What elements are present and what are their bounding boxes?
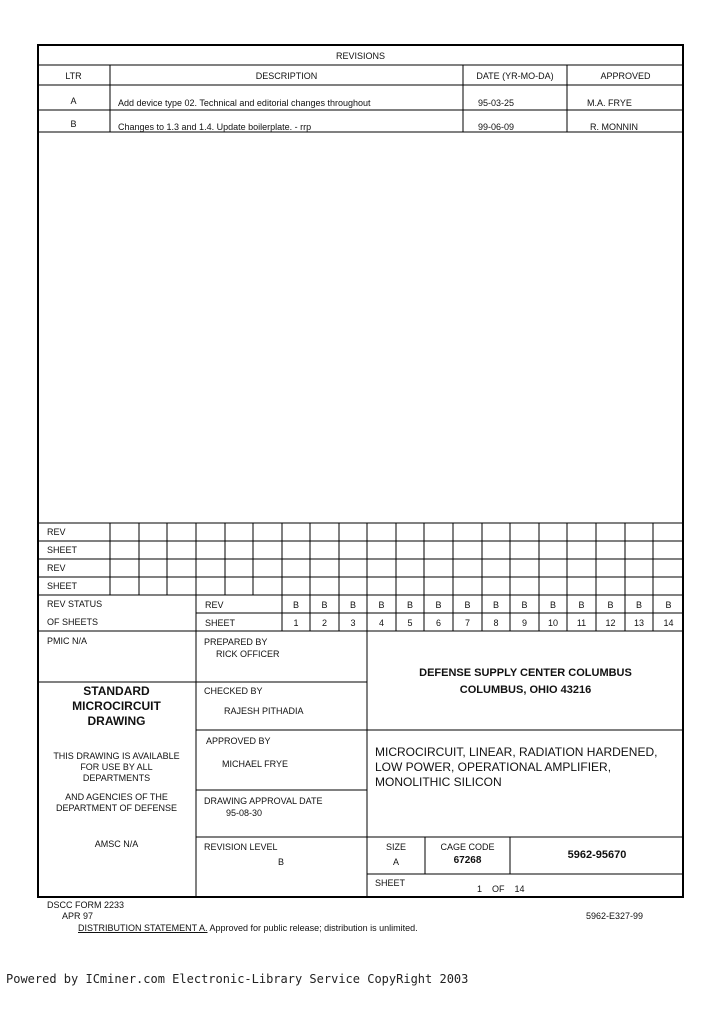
cage-code-label: CAGE CODE — [440, 842, 495, 852]
revision-row-date: 95-03-25 — [478, 98, 515, 108]
distribution-statement — [78, 923, 418, 933]
drawing-title-line: LOW POWER, OPERATIONAL AMPLIFIER, — [375, 760, 612, 774]
standard-title: STANDARD — [83, 684, 150, 698]
size-label: SIZE — [385, 842, 406, 852]
sheet-number-cell: 11 — [576, 618, 587, 628]
rev-status-cell: B — [349, 600, 356, 610]
sheet-number-cell: 7 — [464, 618, 470, 628]
form-date: APR 97 — [62, 911, 94, 921]
availability-text: FOR USE BY ALL — [80, 762, 153, 772]
sheet-number-cell: 4 — [378, 618, 384, 628]
approved-header: APPROVED — [600, 71, 651, 81]
rev-status-cell: B — [406, 600, 413, 610]
drawing-title-line: MONOLITHIC SILICON — [375, 775, 502, 789]
rev-status-cell: B — [521, 600, 528, 610]
rev-status-cell: B — [378, 600, 385, 610]
microcircuit-title: MICROCIRCUIT — [72, 699, 161, 713]
revision-level-value: B — [278, 857, 285, 867]
cage-code-value: 67268 — [453, 855, 482, 866]
sheet-number-cell: 14 — [663, 618, 674, 628]
sheet-number-cell: 5 — [407, 618, 413, 628]
sheet-number-cell: 8 — [493, 618, 499, 628]
availability-text: THIS DRAWING IS AVAILABLE — [53, 751, 180, 761]
revisions-title: REVISIONS — [335, 51, 385, 61]
rev-status-label: REV STATUS — [47, 599, 103, 609]
description-header: DESCRIPTION — [255, 71, 318, 81]
sheet-number-cell: 6 — [435, 618, 441, 628]
document-code: 5962-E327-99 — [586, 911, 644, 921]
grid-label-rev: REV — [47, 527, 66, 537]
drawing-title: DRAWING — [87, 714, 146, 728]
sheet-number-cell: 9 — [521, 618, 527, 628]
sheet-number-cell: 2 — [321, 618, 327, 628]
distribution-label: DISTRIBUTION STATEMENT A. — [78, 923, 208, 933]
rev-status-cell: B — [492, 600, 499, 610]
revision-row-date: 99-06-09 — [478, 122, 515, 132]
distribution-text: Approved for public release; distribution is unlimited. — [207, 923, 418, 933]
rev-status-cell: B — [665, 600, 672, 610]
org-address: COLUMBUS, OHIO 43216 — [459, 684, 592, 696]
grid-label-sheet: SHEET — [47, 545, 78, 555]
agencies-text: DEPARTMENT OF DEFENSE — [55, 803, 178, 813]
pmic-label: PMIC N/A — [47, 636, 88, 646]
grid-label-sheet: SHEET — [47, 581, 78, 591]
drawing-approval-date-value: 95-08-30 — [226, 808, 263, 818]
approved-by-value: MICHAEL FRYE — [222, 759, 289, 769]
of-sheets-label: OF SHEETS — [47, 617, 99, 627]
approved-by-label: APPROVED BY — [206, 736, 271, 746]
revision-level-label: REVISION LEVEL — [204, 842, 278, 852]
form-number: DSCC FORM 2233 — [47, 900, 125, 910]
powered-by-footer: Powered by ICminer.com Electronic-Library Service CopyRight 2003 — [6, 972, 469, 986]
rev-status-cell: B — [464, 600, 471, 610]
drawing-approval-date-label: DRAWING APPROVAL DATE — [204, 796, 323, 806]
rev-status-cell: B — [435, 600, 442, 610]
sheet-number-cell: 1 — [293, 618, 299, 628]
availability-text: DEPARTMENTS — [82, 773, 151, 783]
revision-row-description: Changes to 1.3 and 1.4. Update boilerplate. - rrp — [118, 122, 312, 132]
rev-status-cell: B — [292, 600, 299, 610]
rev-status-cell: B — [549, 600, 556, 610]
rev-status-cell: B — [635, 600, 642, 610]
size-value: A — [392, 857, 399, 867]
prepared-by-label: PREPARED BY — [204, 637, 268, 647]
checked-by-value: RAJESH PITHADIA — [224, 706, 304, 716]
date-header: DATE (YR-MO-DA) — [476, 71, 554, 81]
sheet-number-cell: 13 — [633, 618, 644, 628]
checked-by-label: CHECKED BY — [204, 686, 263, 696]
revision-row-approved: R. MONNIN — [590, 122, 638, 132]
rev-status-cell: B — [607, 600, 614, 610]
org-name: DEFENSE SUPPLY CENTER COLUMBUS — [419, 667, 632, 679]
ltr-header: LTR — [65, 71, 82, 81]
sheet-row-label: SHEET — [205, 618, 236, 628]
revision-row-ltr: B — [70, 119, 77, 129]
sheet-number-cell: 10 — [547, 618, 558, 628]
rev-status-cell: B — [578, 600, 585, 610]
rev-row-label: REV — [205, 600, 224, 610]
sheet-label: SHEET — [375, 878, 406, 888]
sheet-number-cell: 12 — [605, 618, 616, 628]
document-number: 5962-95670 — [567, 849, 627, 861]
agencies-text: AND AGENCIES OF THE — [65, 792, 168, 802]
rev-status-cell: B — [321, 600, 328, 610]
drawing-title-line: MICROCIRCUIT, LINEAR, RADIATION HARDENED, — [375, 745, 658, 759]
revision-row-ltr: A — [70, 96, 77, 106]
sheet-number-cell: 3 — [350, 618, 356, 628]
revision-row-description: Add device type 02. Technical and editorial changes throughout — [118, 98, 371, 108]
sheet-of-value: 1 OF 14 — [477, 884, 525, 894]
grid-label-rev: REV — [47, 563, 66, 573]
revision-row-approved: M.A. FRYE — [587, 98, 632, 108]
prepared-by-value: RICK OFFICER — [216, 649, 280, 659]
amsc-label: AMSC N/A — [94, 839, 139, 849]
